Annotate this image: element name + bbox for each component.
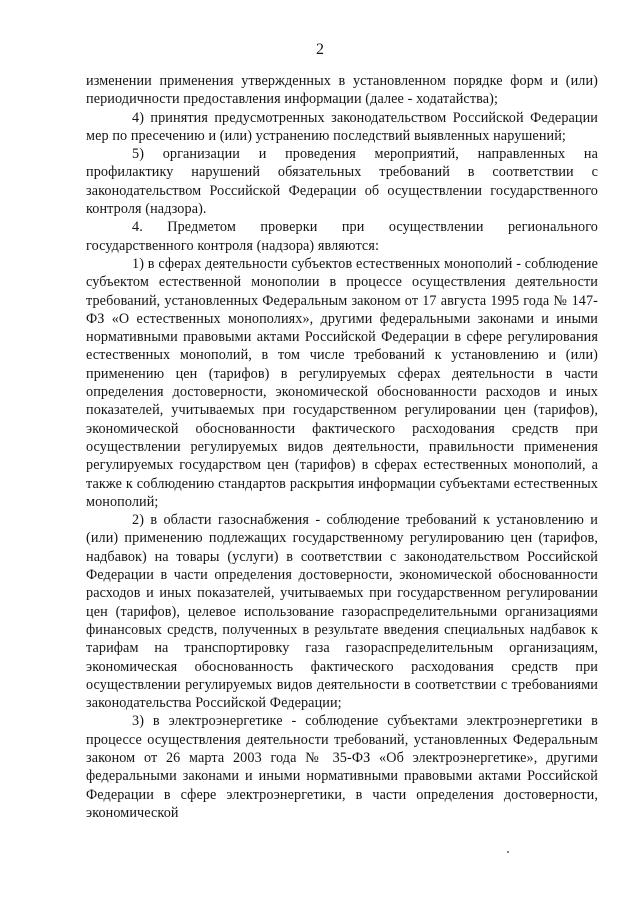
paragraph-section-4-subject: 4. Предметом проверки при осуществлении регионального государственного контроля (надзора) являются:: [86, 219, 598, 254]
page-number: 2: [316, 41, 324, 58]
paragraph-subitem-3-electric-power: 3) в электроэнергетике - соблюдение субъектами электроэнергетики в процессе осуществления деятельности требований, установленных Федеральным законом от 26 марта 2003 года № 35-ФЗ «Об электроэнергетике», другими федеральными законами и иными нормативными правовыми актами Российской Федерации в сфере электроэнергетики, в части определения достоверности, экономической: [86, 713, 598, 821]
paragraph-continued-text: изменении применения утвержденных в установленном порядке форм и (или) периодичности предоставления информации (далее - ходатайства);: [86, 73, 598, 108]
document-body: [86, 72, 598, 822]
paragraph-subitem-2-gas-supply: 2) в области газоснабжения - соблюдение требований к установлению и (или) применению подлежащих государственному регулированию цен (тарифов, надбавок) на товары (услуги) в соответствии с законодательством Российской Федерации в части определения достоверности, экономической обоснованности расходов и иных показателей, учитываемых при государственном регулировании цен (тарифов), целевое использование газораспределительными организациями финансовых средств, полученных в результате введения специальных надбавок к тарифам на транспортировку газа газораспределительным организациям, экономическая обоснованность фактического расходования средств при осуществлении регулируемых видов деятельности в соответствии с требованиями законодательства Российской Федерации;: [86, 512, 598, 712]
paragraph-item-5-prevention: 5) организации и проведения мероприятий, направленных на профилактику нарушений обязательных требований в соответствии с законодательством Российской Федерации об осуществлении государственного контроля (надзора).: [86, 146, 598, 218]
paragraph-item-4-measures: 4) принятия предусмотренных законодательством Российской Федерации мер по пресечению и (или) устранению последствий выявленных нарушений;: [86, 109, 598, 144]
paragraph-subitem-1-natural-monopolies: 1) в сферах деятельности субъектов естественных монополий - соблюдение субъектом естественной монополии в процессе осуществления деятельности требований, установленных Федеральным законом от 17 августа 1995 года № 147-ФЗ «О естественных монополиях», другими федеральными законами и иными нормативными правовыми актами Российской Федерации в сфере регулирования естественных монополий, в том числе требований к установлению и (или) применению цен (тарифов) в регулируемых сферах деятельности в части определения достоверности, экономической обоснованности расходов и иных показателей, учитываемых при государственном регулировании цен (тарифов), экономической обоснованности фактического расходования средств при осуществлении регулируемых видов деятельности, правильности применения регулируемых государством цен (тарифов) в сферах естественных монополий, а также к соблюдению стандартов раскрытия информации субъектами естественных монополий;: [86, 255, 598, 510]
scan-speck: [507, 851, 509, 853]
